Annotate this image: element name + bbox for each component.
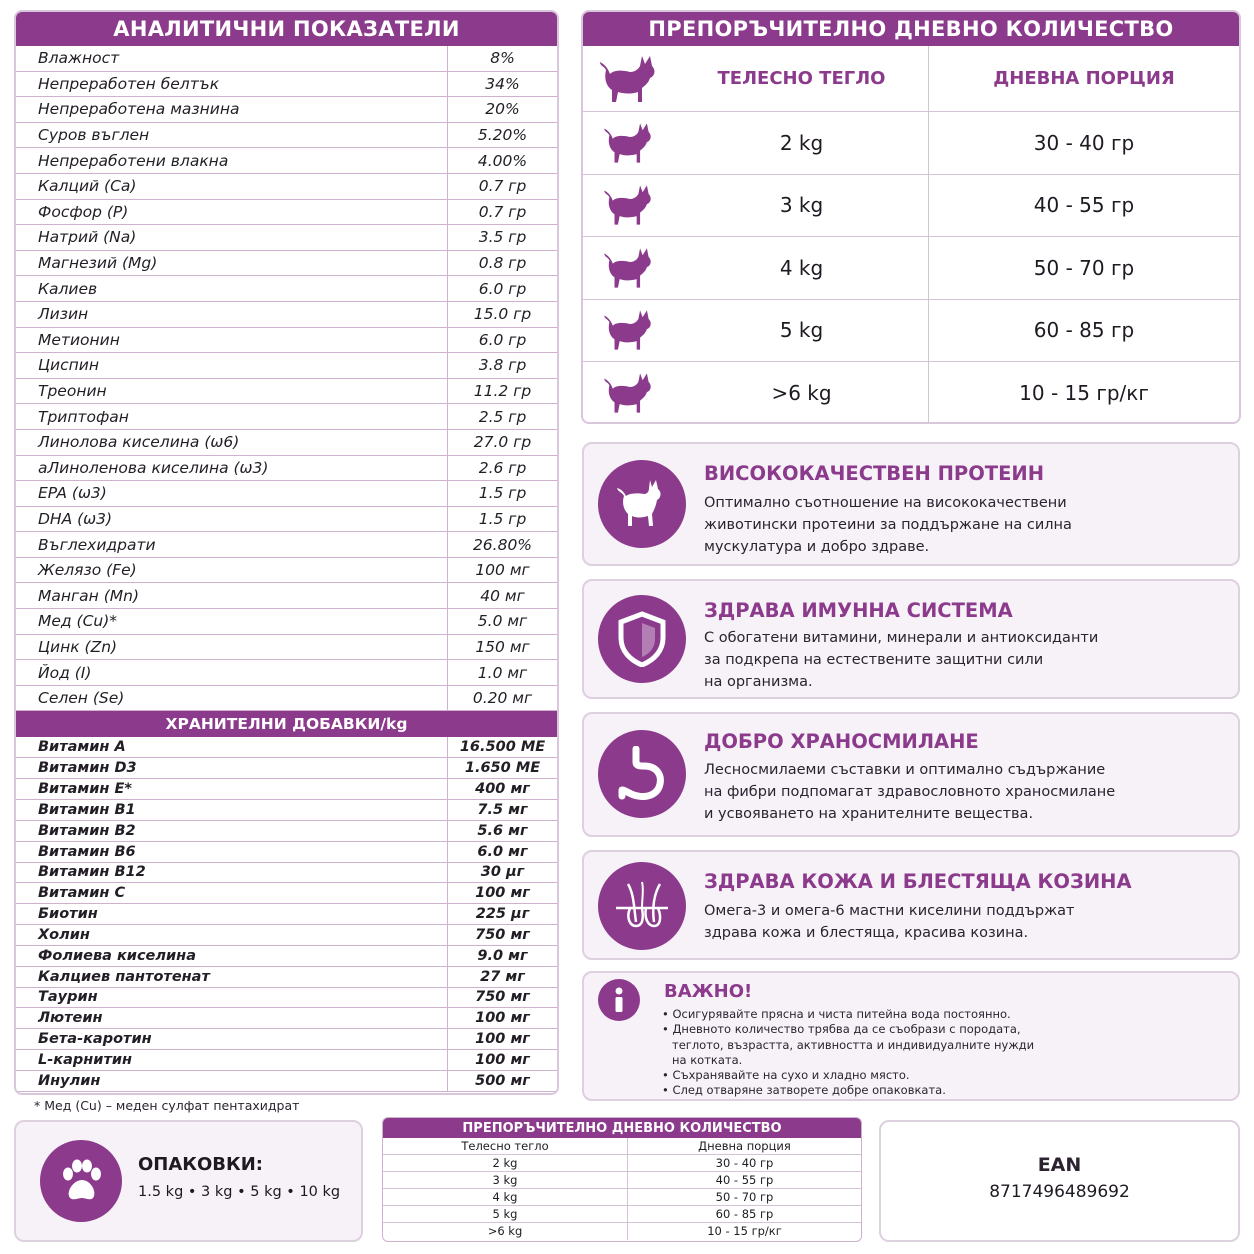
important-title: ВАЖНО! [664, 981, 753, 1002]
row-value: 5.0 мг [477, 612, 528, 631]
row-value: 5.6 мг [477, 822, 528, 839]
cat-icon [583, 120, 675, 166]
table-row [16, 863, 557, 884]
table-row [16, 174, 557, 200]
row-label: Холин [16, 925, 448, 945]
table-row [16, 779, 557, 800]
body-weight: 3 kg [675, 175, 929, 237]
row-label: Витамин С [16, 883, 448, 903]
row-label: Влажност [16, 46, 448, 71]
row-label: Витамин D3 [16, 758, 448, 778]
row-label: Въглехидрати [16, 532, 448, 557]
row-value: 0.8 гр [478, 254, 527, 273]
table-row [16, 635, 557, 661]
table-row [16, 583, 557, 609]
daily-portion: 40 - 55 гр [1033, 193, 1135, 218]
row-label: Фолиева киселина [16, 946, 448, 966]
additives-rows [16, 737, 557, 1091]
row-label: Непреработена мазнина [16, 97, 448, 122]
row-label: Таурин [16, 988, 448, 1008]
row-value: 4.00% [477, 151, 528, 170]
row-value: 11.2 гр [473, 382, 532, 401]
row-label: Селен (Se) [16, 686, 448, 711]
table-row [16, 1029, 557, 1050]
copper-footnote: * Мед (Cu) – меден сулфат пентахидрат [34, 1098, 300, 1113]
row-value: 1.0 мг [477, 663, 528, 682]
table-row [16, 1008, 557, 1029]
row-label: аЛиноленова киселина (ω3) [16, 456, 448, 481]
row-value: 3.8 гр [478, 356, 527, 375]
table-row [16, 72, 557, 98]
table-row [16, 507, 557, 533]
row-value: 1.5 гр [478, 484, 527, 503]
table-row [16, 430, 557, 456]
row-value: 0.7 гр [478, 202, 527, 221]
mini-table-row [383, 1155, 861, 1172]
table-row [16, 800, 557, 821]
ean-code: 8717496489692 [989, 1182, 1130, 1202]
table-row [16, 1071, 557, 1092]
row-value: 1.5 гр [478, 509, 527, 528]
row-value: 0.20 мг [472, 689, 533, 708]
row-label: Натрий (Na) [16, 225, 448, 250]
feature-card-digestion [582, 712, 1240, 837]
row-label: Непреработен белтък [16, 72, 448, 97]
row-label: L-карнитин [16, 1050, 448, 1070]
analysis-panel [14, 10, 559, 1095]
row-label: DHA (ω3) [16, 507, 448, 532]
daily-amount-title: ПРЕПОРЪЧИТЕЛНО ДНЕВНО КОЛИЧЕСТВО [583, 12, 1239, 46]
row-label: Витамин B12 [16, 863, 448, 883]
feature-card-immunity [582, 579, 1240, 699]
row-value: 2.6 гр [478, 458, 527, 477]
mini-weight: 4 kg [383, 1189, 628, 1205]
row-value: 1.650 МЕ [464, 760, 541, 777]
mini-table-row [383, 1223, 861, 1240]
feature-text: Оптимално съотношение на висококачествени животински протеини за поддържане на силна мускулатура и добро здраве. [704, 495, 1072, 555]
row-value: 750 мг [475, 989, 530, 1006]
feature-title: ВИСОКОКАЧЕСТВЕН ПРОТЕИН [704, 462, 1045, 485]
row-label: Желязо (Fe) [16, 558, 448, 583]
mini-table-row [383, 1189, 861, 1206]
row-value: 6.0 гр [478, 279, 527, 298]
row-value: 5.20% [477, 126, 528, 145]
table-row [16, 660, 557, 686]
row-value: 30 μг [480, 864, 525, 881]
row-value: 3.5 гр [478, 228, 527, 247]
table-row [16, 686, 557, 712]
table-row [16, 251, 557, 277]
row-value: 100 мг [475, 1010, 530, 1027]
mini-portion: 10 - 15 гр/кг [707, 1224, 782, 1238]
table-row [16, 302, 557, 328]
mini-table-row [383, 1172, 861, 1189]
mini-portion: 60 - 85 гр [715, 1207, 774, 1221]
row-label: Метионин [16, 328, 448, 353]
table-row [16, 925, 557, 946]
packaging-sizes: 1.5 kg • 3 kg • 5 kg • 10 kg [138, 1184, 341, 1200]
row-label: Цинк (Zn) [16, 635, 448, 660]
daily-amount-row [583, 362, 1239, 424]
row-label: Треонин [16, 379, 448, 404]
daily-amount-row [583, 300, 1239, 363]
table-row [16, 737, 557, 758]
cat-icon [583, 182, 675, 228]
table-row [16, 609, 557, 635]
row-value: 9.0 мг [477, 947, 528, 964]
analysis-rows [16, 46, 557, 711]
body-weight: >6 kg [675, 362, 929, 424]
table-row [16, 123, 557, 149]
table-row [16, 842, 557, 863]
cat-icon [598, 460, 686, 548]
cat-icon [583, 245, 675, 291]
row-label: Калциев пантотенат [16, 967, 448, 987]
table-row [16, 558, 557, 584]
feature-text: Лесносмилаеми съставки и оптимално съдържание на фибри подпомагат здравословното храносмилане и усвояването на хранителните вещества. [704, 762, 1116, 822]
feature-title: ДОБРО ХРАНОСМИЛАНЕ [704, 730, 979, 753]
weight-column-header: ТЕЛЕСНО ТЕГЛО [675, 46, 929, 111]
table-row [16, 200, 557, 226]
row-label: Магнезий (Mg) [16, 251, 448, 276]
table-row [16, 148, 557, 174]
row-label: Калиев [16, 276, 448, 301]
additives-title: ХРАНИТЕЛНИ ДОБАВКИ/kg [16, 711, 557, 737]
row-label: Бета-каротин [16, 1029, 448, 1049]
table-row [16, 883, 557, 904]
table-row [16, 328, 557, 354]
mini-weight: 2 kg [383, 1155, 628, 1171]
daily-portion: 60 - 85 гр [1033, 318, 1135, 343]
mini-table-rows [383, 1155, 861, 1240]
paw-icon [40, 1140, 122, 1222]
daily-amount-row [583, 112, 1239, 175]
table-row [16, 46, 557, 72]
row-label: EPA (ω3) [16, 481, 448, 506]
mini-table-header-row [383, 1138, 861, 1155]
daily-portion: 30 - 40 гр [1033, 130, 1135, 155]
ean-card [879, 1120, 1240, 1242]
table-row [16, 532, 557, 558]
row-label: Калций (Ca) [16, 174, 448, 199]
row-value: 400 мг [475, 781, 530, 798]
mini-table-row [383, 1206, 861, 1223]
row-value: 16.500 МЕ [459, 739, 546, 756]
table-row [16, 404, 557, 430]
row-label: Суров въглен [16, 123, 448, 148]
important-text: • Осигурявайте прясна и чиста питейна вода постоянно. • Дневното количество трябва да се съобрази с породата, теглото, възрастта, активността и индивидуалните нужди на котката. • Съхранявайте на сухо и хладно място. • След отваряне затворете добре опаковката. [662, 1007, 1035, 1098]
info-icon [598, 979, 640, 1021]
row-label: Витамин B1 [16, 800, 448, 820]
row-label: Витамин Е* [16, 779, 448, 799]
row-value: 15.0 гр [473, 305, 532, 324]
row-value: 750 мг [475, 926, 530, 943]
analysis-title: АНАЛИТИЧНИ ПОКАЗАТЕЛИ [16, 12, 557, 46]
stomach-icon [598, 730, 686, 818]
feature-text: С обогатени витамини, минерали и антиоксиданти за подкрепа на естествените защитни сили на организма. [704, 630, 1099, 690]
mini-weight-header: Телесно тегло [383, 1138, 628, 1154]
row-value: 0.7 гр [478, 177, 527, 196]
row-value: 34% [485, 74, 520, 93]
feature-card-skin-coat [582, 850, 1240, 960]
row-label: Биотин [16, 904, 448, 924]
daily-amount-header-row [583, 46, 1239, 112]
portion-column-header: ДНЕВНА ПОРЦИЯ [993, 68, 1175, 89]
daily-amount-row [583, 237, 1239, 300]
row-label: Триптофан [16, 404, 448, 429]
feature-text: Омега-3 и омега-6 мастни киселини поддържат здрава кожа и блестяща, красива козина. [704, 903, 1075, 941]
mini-portion-header: Дневна порция [698, 1139, 791, 1153]
table-row [16, 353, 557, 379]
body-weight: 2 kg [675, 112, 929, 174]
packaging-card [14, 1120, 363, 1242]
daily-portion: 50 - 70 гр [1033, 255, 1135, 280]
mini-table-title: ПРЕПОРЪЧИТЕЛНО ДНЕВНО КОЛИЧЕСТВО [383, 1118, 861, 1138]
feature-card-protein [582, 442, 1240, 566]
row-value: 26.80% [472, 535, 533, 554]
row-value: 100 мг [475, 1031, 530, 1048]
mini-weight: >6 kg [383, 1223, 628, 1240]
row-value: 225 μг [475, 906, 530, 923]
table-row [16, 1050, 557, 1071]
row-value: 150 мг [475, 637, 530, 656]
packaging-title: ОПАКОВКИ: [138, 1154, 264, 1175]
row-label: Йод (I) [16, 660, 448, 685]
table-row [16, 988, 557, 1009]
row-value: 27.0 гр [473, 433, 532, 452]
row-label: Мед (Cu)* [16, 609, 448, 634]
row-value: 20% [485, 100, 520, 119]
row-value: 40 мг [480, 586, 525, 605]
cat-icon [583, 307, 675, 353]
table-row [16, 225, 557, 251]
table-row [16, 946, 557, 967]
table-row [16, 276, 557, 302]
row-label: Фосфор (P) [16, 200, 448, 225]
cat-icon [583, 370, 675, 416]
feature-title: ЗДРАВА КОЖА И БЛЕСТЯЩА КОЗИНА [704, 870, 1132, 893]
important-card [582, 971, 1240, 1101]
mini-portion: 50 - 70 гр [715, 1190, 774, 1204]
row-value: 100 мг [475, 561, 530, 580]
row-value: 6.0 мг [477, 843, 528, 860]
mini-weight: 5 kg [383, 1206, 628, 1222]
row-value: 8% [490, 49, 515, 68]
body-weight: 4 kg [675, 237, 929, 299]
cat-icon [583, 52, 675, 106]
table-row [16, 967, 557, 988]
row-value: 100 мг [475, 1052, 530, 1069]
row-label: Витамин B6 [16, 842, 448, 862]
row-label: Витамин B2 [16, 821, 448, 841]
mini-portion: 40 - 55 гр [715, 1173, 774, 1187]
row-value: 2.5 гр [478, 407, 527, 426]
row-label: Линолова киселина (ω6) [16, 430, 448, 455]
table-row [16, 904, 557, 925]
row-value: 27 мг [480, 968, 525, 985]
daily-amount-row [583, 175, 1239, 238]
row-label: Лизин [16, 302, 448, 327]
mini-portion: 30 - 40 гр [715, 1156, 774, 1170]
mini-daily-table [382, 1117, 862, 1242]
table-row [16, 758, 557, 779]
daily-portion: 10 - 15 гр/кг [1019, 381, 1149, 406]
table-row [16, 481, 557, 507]
daily-amount-panel [581, 10, 1241, 424]
row-label: Лютеин [16, 1008, 448, 1028]
mini-weight: 3 kg [383, 1172, 628, 1188]
row-label: Манган (Mn) [16, 583, 448, 608]
shield-icon [598, 595, 686, 683]
row-label: Инулин [16, 1071, 448, 1091]
row-value: 6.0 гр [478, 330, 527, 349]
table-row [16, 821, 557, 842]
row-label: Витамин А [16, 737, 448, 757]
feature-title: ЗДРАВА ИМУННА СИСТЕМА [704, 599, 1013, 622]
table-row [16, 379, 557, 405]
ean-label: EAN [1037, 1154, 1082, 1176]
row-value: 7.5 мг [477, 801, 528, 818]
daily-amount-rows [583, 112, 1239, 424]
table-row [16, 97, 557, 123]
hair-follicle-icon [598, 862, 686, 950]
table-row [16, 456, 557, 482]
row-label: Циспин [16, 353, 448, 378]
row-value: 100 мг [475, 885, 530, 902]
row-value: 500 мг [475, 1072, 530, 1089]
row-label: Непреработени влакна [16, 148, 448, 173]
body-weight: 5 kg [675, 300, 929, 362]
